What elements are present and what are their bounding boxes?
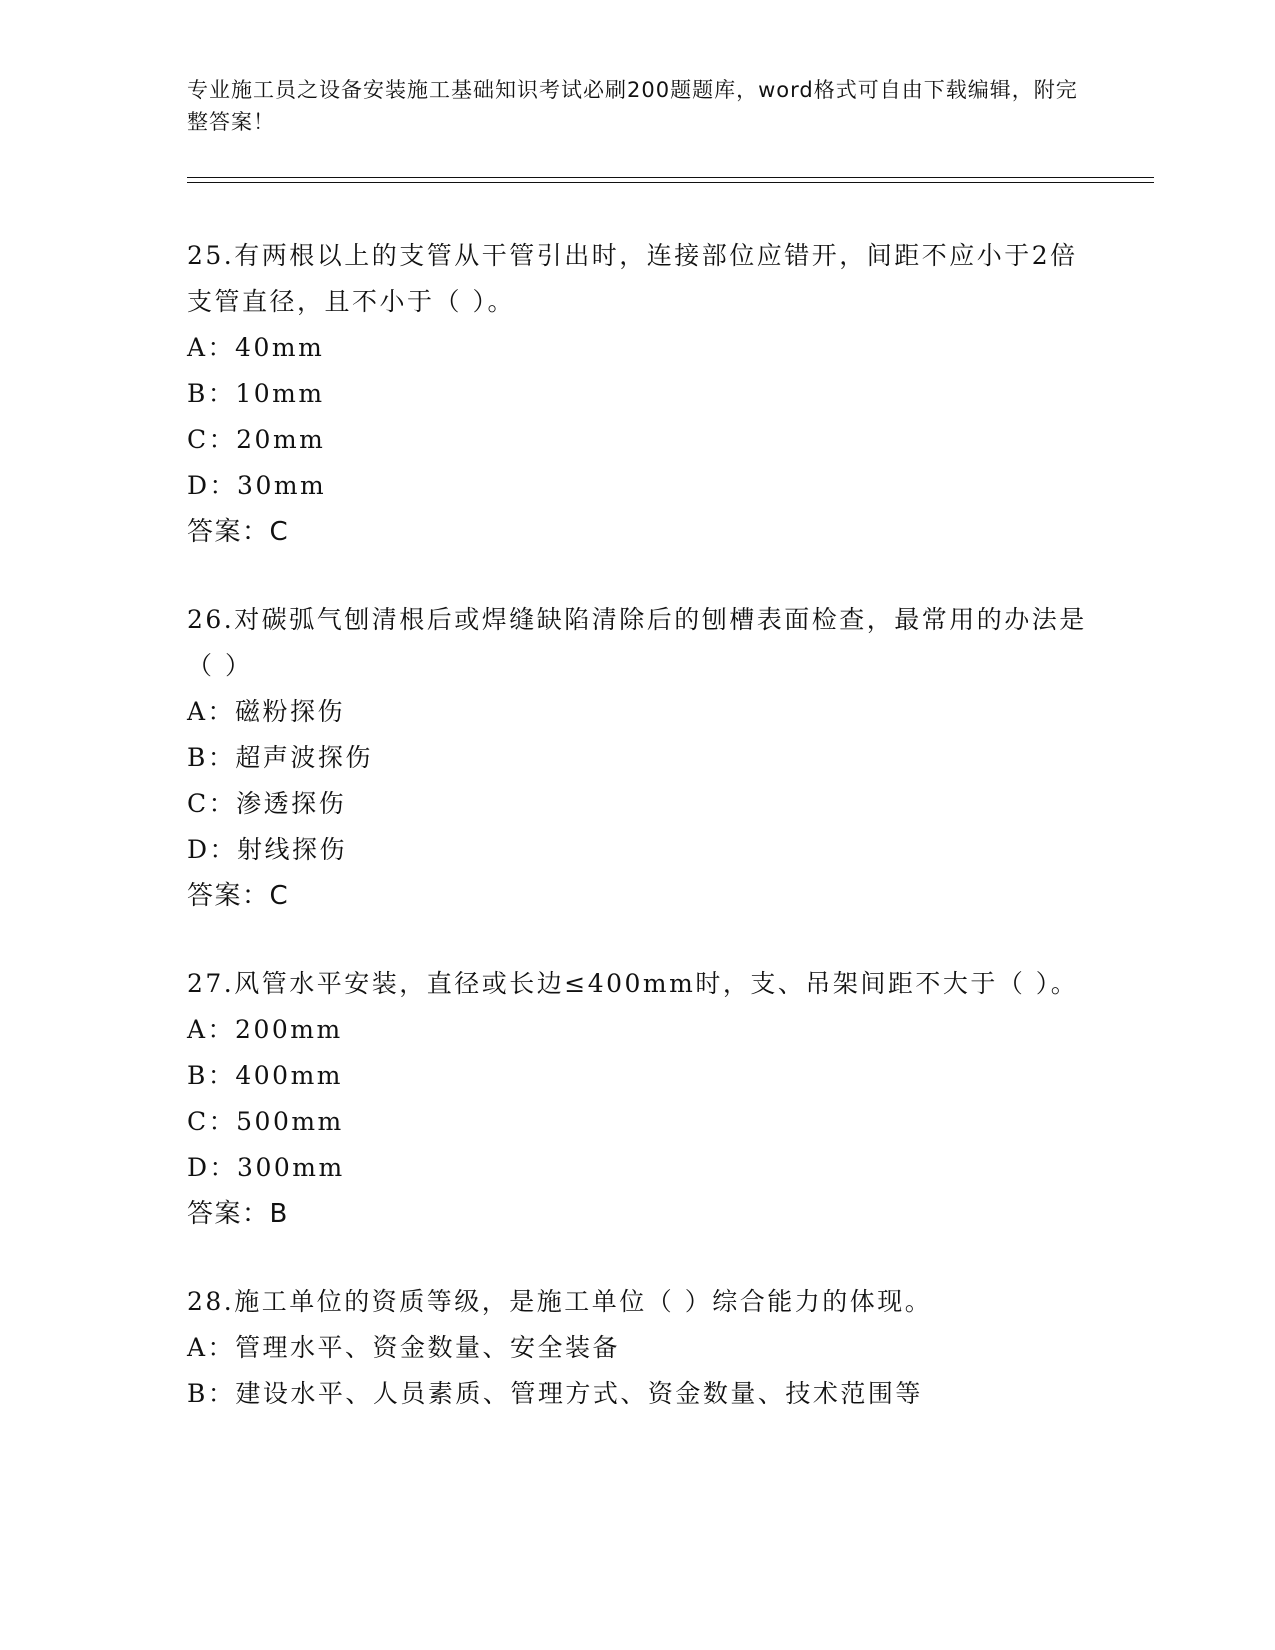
header-rule-top (187, 177, 1154, 178)
option-b: B：400mm (187, 1061, 344, 1090)
answer: 答案：C (187, 881, 290, 911)
option-b: B：10mm (187, 379, 325, 408)
answer: 答案：B (187, 1199, 289, 1229)
option-d: D：射线探伤 (187, 835, 348, 864)
option-c: C：20mm (187, 425, 326, 454)
question-list (187, 233, 1087, 1459)
option-c: C：500mm (187, 1107, 344, 1136)
question-27 (187, 961, 1087, 1237)
question-stem: 25.有两根以上的支管从干管引出时，连接部位应错开，间距不应小于2倍支管直径，且不小于（ ）。 (187, 241, 1078, 316)
option-a: A：磁粉探伤 (187, 697, 346, 726)
option-b: B：超声波探伤 (187, 743, 373, 772)
document-header: 专业施工员之设备安装施工基础知识考试必刷200题题库，word格式可自由下载编辑，附完整答案！ (187, 78, 1078, 134)
answer: 答案：C (187, 517, 290, 547)
option-d: D：30mm (187, 471, 327, 500)
question-stem: 26.对碳弧气刨清根后或焊缝缺陷清除后的刨槽表面检查，最常用的办法是（ ） (187, 605, 1087, 680)
question-stem: 28.施工单位的资质等级，是施工单位（ ）综合能力的体现。 (187, 1287, 933, 1316)
question-25 (187, 233, 1087, 555)
header-rule-bottom (187, 182, 1154, 183)
option-a: A：200mm (187, 1015, 343, 1044)
option-c: C：渗透探伤 (187, 789, 347, 818)
question-stem: 27.风管水平安装，直径或长边≤400mm时，支、吊架间距不大于（ ）。 (187, 969, 1079, 998)
question-26 (187, 597, 1087, 919)
question-28 (187, 1279, 1087, 1417)
option-d: D：300mm (187, 1153, 345, 1182)
option-b: B：建设水平、人员素质、管理方式、资金数量、技术范围等 (187, 1379, 923, 1408)
option-a: A：40mm (187, 333, 325, 362)
option-a: A：管理水平、资金数量、安全装备 (187, 1333, 621, 1362)
